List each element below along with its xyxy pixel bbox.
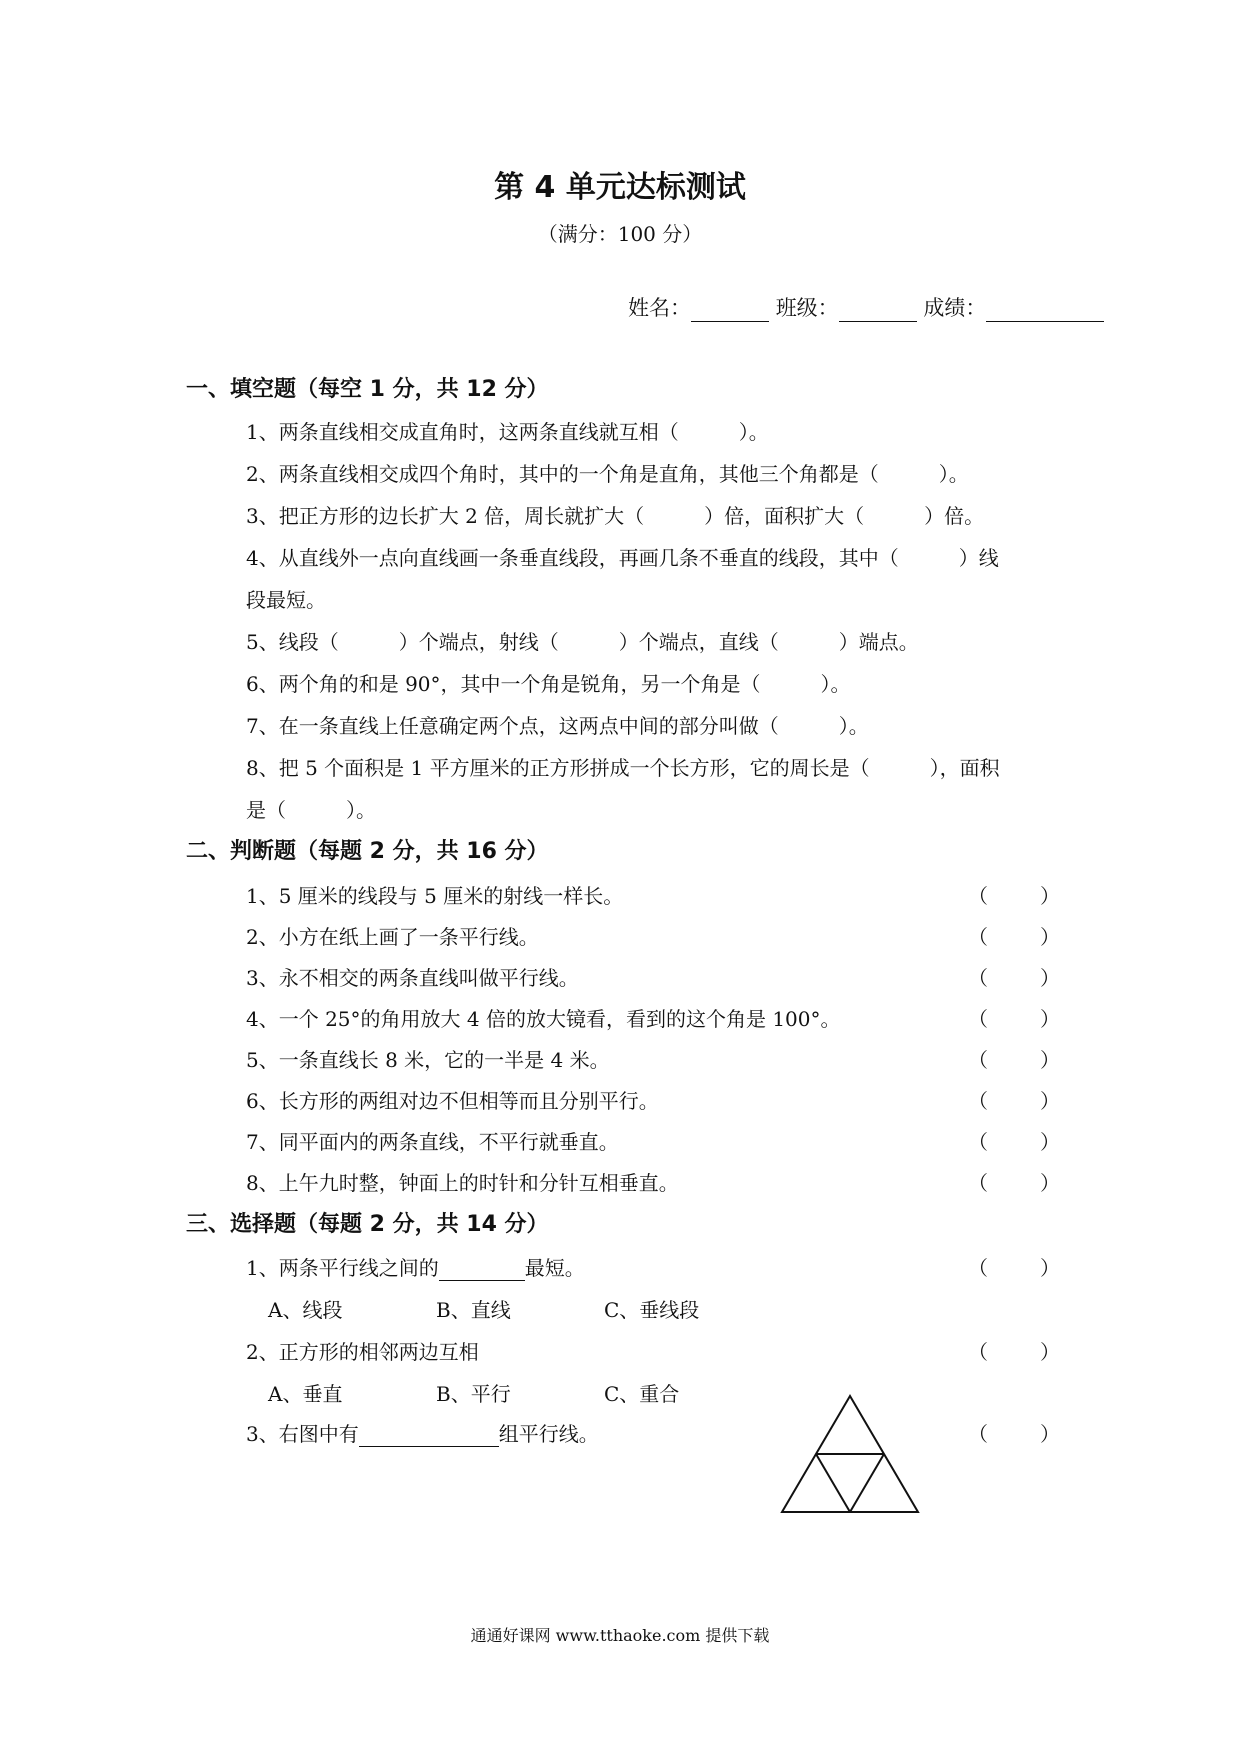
answer-blank[interactable] <box>439 1260 525 1281</box>
fill-question-7: 7、在一条直线上任意确定两个点，这两点中间的部分叫做（ ）。 <box>246 714 869 738</box>
answer-parens[interactable]: （ ） <box>968 884 1060 908</box>
answer-parens[interactable]: （ ） <box>968 1171 1060 1195</box>
section-multiple-choice-heading: 三、选择题（每题 2 分，共 14 分） <box>186 1212 549 1237</box>
name-label: 姓名： <box>628 296 691 320</box>
page-title: 第 4 单元达标测试 <box>494 170 746 205</box>
score-blank[interactable] <box>986 299 1104 322</box>
answer-blank[interactable] <box>359 1426 499 1447</box>
answer-parens[interactable]: （ ） <box>968 925 1060 949</box>
judge-question-2: 2、小方在纸上画了一条平行线。 <box>246 925 539 949</box>
fill-question-8: 8、把 5 个面积是 1 平方厘米的正方形拼成一个长方形，它的周长是（ ），面积 <box>246 756 1000 780</box>
answer-parens[interactable]: （ ） <box>968 1089 1060 1113</box>
judge-question-8: 8、上午九时整，钟面上的时针和分针互相垂直。 <box>246 1171 679 1195</box>
judge-question-4: 4、一个 25°的角用放大 4 倍的放大镜看，看到的这个角是 100°。 <box>246 1007 841 1031</box>
answer-parens[interactable]: （ ） <box>968 1256 1060 1280</box>
choice-option-c[interactable]: C、垂线段 <box>604 1298 700 1322</box>
answer-parens[interactable]: （ ） <box>968 1422 1060 1446</box>
fill-question-8-continued: 是（ ）。 <box>246 798 376 822</box>
answer-parens[interactable]: （ ） <box>968 966 1060 990</box>
fill-question-5: 5、线段（ ）个端点，射线（ ）个端点，直线（ ）端点。 <box>246 630 919 654</box>
triangle-figure <box>770 1392 930 1524</box>
choice-option-b[interactable]: B、平行 <box>436 1382 511 1406</box>
class-label: 班级： <box>775 296 839 320</box>
fill-question-1: 1、两条直线相交成直角时，这两条直线就互相（ ）。 <box>246 420 769 444</box>
judge-question-7: 7、同平面内的两条直线，不平行就垂直。 <box>246 1130 619 1154</box>
fill-question-4-continued: 段最短。 <box>246 588 326 612</box>
full-score-note: （满分：100 分） <box>537 222 703 246</box>
judge-question-5: 5、一条直线长 8 米，它的一半是 4 米。 <box>246 1048 610 1072</box>
choice-question-1: 1、两条平行线之间的 最短。 <box>246 1256 585 1280</box>
inner-line-left <box>816 1454 850 1512</box>
answer-parens[interactable]: （ ） <box>968 1048 1060 1072</box>
answer-parens[interactable]: （ ） <box>968 1007 1060 1031</box>
name-blank[interactable] <box>691 299 769 322</box>
choice-option-b[interactable]: B、直线 <box>436 1298 511 1322</box>
choice-option-a[interactable]: A、垂直 <box>268 1382 343 1406</box>
score-label: 成绩： <box>923 296 987 320</box>
section-fill-in-heading: 一、填空题（每空 1 分，共 12 分） <box>186 377 549 402</box>
choice-question-2: 2、正方形的相邻两边互相 <box>246 1340 479 1364</box>
answer-parens[interactable]: （ ） <box>968 1340 1060 1364</box>
inner-line-right <box>850 1454 884 1512</box>
fill-question-4: 4、从直线外一点向直线画一条垂直线段，再画几条不垂直的线段，其中（ ）线 <box>246 546 999 570</box>
judge-question-6: 6、长方形的两组对边不但相等而且分别平行。 <box>246 1089 659 1113</box>
choice-question-3: 3、右图中有 组平行线。 <box>246 1422 599 1446</box>
choice-option-a[interactable]: A、线段 <box>268 1298 343 1322</box>
class-blank[interactable] <box>839 299 917 322</box>
section-true-false-heading: 二、判断题（每题 2 分，共 16 分） <box>186 839 549 864</box>
fill-question-6: 6、两个角的和是 90°，其中一个角是锐角，另一个角是（ ）。 <box>246 672 851 696</box>
footer-source-note: 通通好课网 www.tthaoke.com 提供下载 <box>470 1626 770 1645</box>
fill-question-2: 2、两条直线相交成四个角时，其中的一个角是直角，其他三个角都是（ ）。 <box>246 462 969 486</box>
choice-option-c[interactable]: C、重合 <box>604 1382 680 1406</box>
fill-question-3: 3、把正方形的边长扩大 2 倍，周长就扩大（ ）倍，面积扩大（ ）倍。 <box>246 504 985 528</box>
answer-parens[interactable]: （ ） <box>968 1130 1060 1154</box>
judge-question-3: 3、永不相交的两条直线叫做平行线。 <box>246 966 579 990</box>
student-info-row <box>628 292 1104 322</box>
judge-question-1: 1、5 厘米的线段与 5 厘米的射线一样长。 <box>246 884 624 908</box>
